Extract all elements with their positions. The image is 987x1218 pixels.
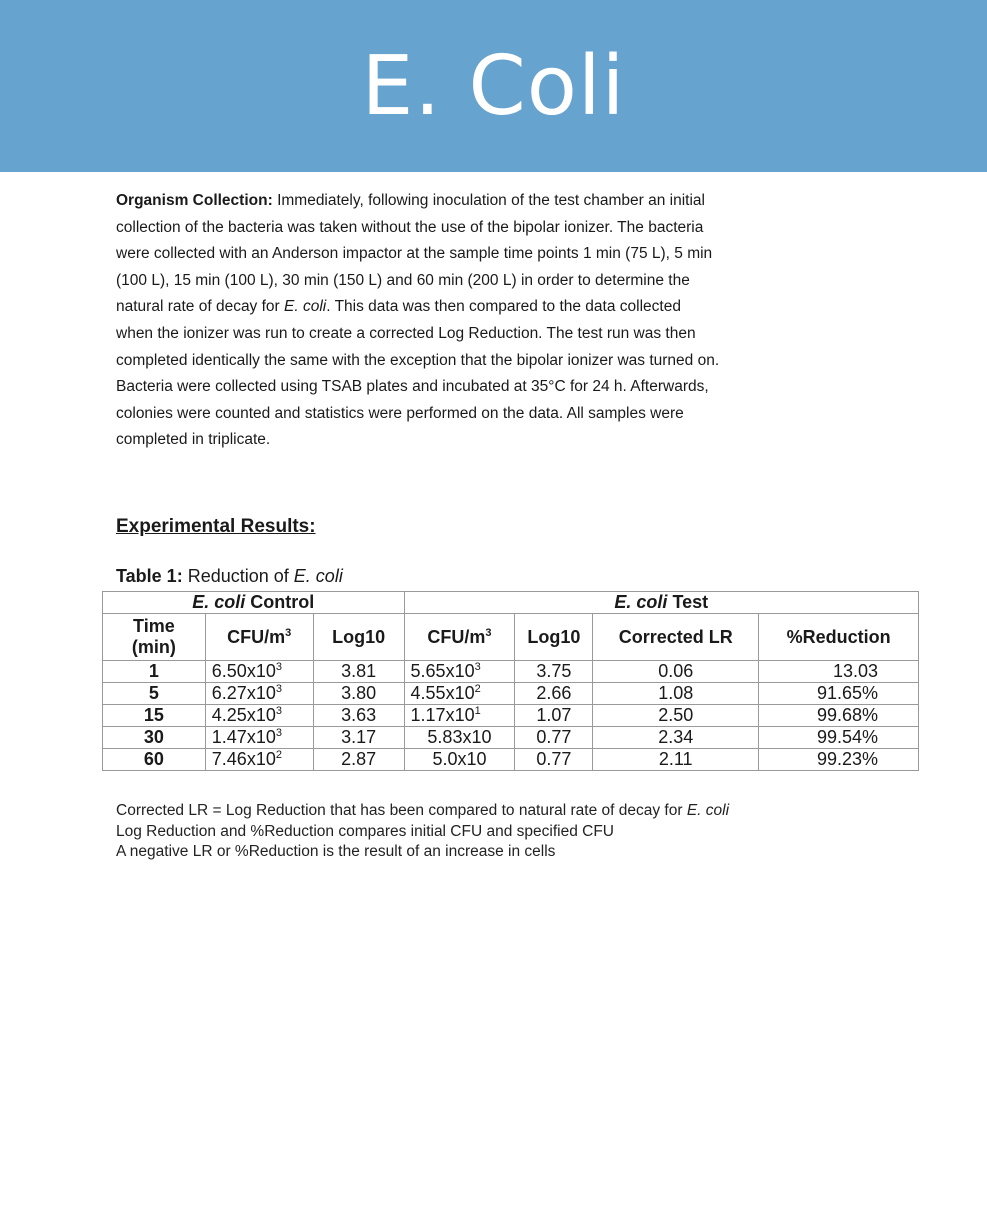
col-header-reduction: %Reduction — [759, 614, 919, 661]
paragraph-line: (100 L), 15 min (100 L), 30 min (150 L) and 60 min (200 L) in order to determine the — [116, 271, 690, 289]
control-group-header: E. coli Control — [103, 592, 405, 614]
paragraph-line: Bacteria were collected using TSAB plates and incubated at 35°C for 24 h. Afterwards, — [116, 378, 709, 396]
organism-collection-paragraph — [116, 188, 886, 454]
footnote: Log Reduction and %Reduction compares initial CFU and specified CFU — [116, 822, 614, 840]
experimental-results-heading: Experimental Results: — [116, 516, 316, 537]
col-header-time: Time (min) — [103, 614, 206, 661]
table-row: 15 $4.25x10^3$ 3.63 $1.17x10^1$ 1.07 2.50 99.68% — [103, 705, 919, 727]
col-header-test-cfu: CFU/$m^3$ — [404, 614, 515, 661]
reduction-table — [102, 591, 919, 771]
paragraph-line: when the ionizer was run to create a corrected Log Reduction. The test run was then — [116, 324, 696, 342]
test-group-header: E. coli Test — [404, 592, 918, 614]
paragraph-line: colonies were counted and statistics were performed on the data. All samples were — [116, 404, 684, 422]
page-title: E. Coli — [361, 38, 626, 134]
paragraph-line: completed identically the same with the exception that the bipolar ionizer was turned on. — [116, 351, 720, 369]
paragraph-line: completed in triplicate. — [116, 431, 271, 449]
col-header-test-log: Log10 — [515, 614, 593, 661]
table-row: 60 $7.46x10^2$ 2.87 5.0x10 0.77 2.11 99.23% — [103, 749, 919, 771]
collection-label: Organism Collection: — [116, 192, 273, 209]
footnote: Corrected LR = Log Reduction that has been compared to natural rate of decay for E. coli — [116, 802, 730, 819]
table-row: 30 $1.47x10^3$ 3.17 5.83x10 0.77 2.34 99.54% — [103, 727, 919, 749]
table-footnotes — [116, 801, 729, 863]
paragraph-line: Organism Collection: Immediately, following inoculation of the test chamber an initial — [116, 192, 705, 209]
table-group-header-row — [103, 592, 919, 614]
table-row: 5 $6.27x10^3$ 3.80 $4.55x10^2$ 2.66 1.08 91.65% — [103, 683, 919, 705]
paragraph-line: collection of the bacteria was taken without the use of the bipolar ionizer. The bacteria — [116, 218, 704, 236]
col-header-control-log: Log10 — [313, 614, 404, 661]
col-header-corrected-lr: Corrected LR — [593, 614, 759, 661]
paragraph-line: were collected with an Anderson impactor at the sample time points 1 min (75 L), 5 min — [116, 245, 713, 263]
paragraph-line: natural rate of decay for E. coli. This data was then compared to the data collected — [116, 298, 681, 316]
table-row: 1 $6.50x10^3$ 3.81 $5.65x10^3$ 3.75 0.06 13.03 — [103, 661, 919, 683]
title-banner — [0, 0, 987, 172]
footnote: A negative LR or %Reduction is the result of an increase in cells — [116, 843, 556, 860]
table-column-header-row — [103, 614, 919, 661]
col-header-control-cfu: CFU/$m^3$ — [205, 614, 313, 661]
table-caption: Table 1: Reduction of E. coli — [116, 566, 343, 586]
